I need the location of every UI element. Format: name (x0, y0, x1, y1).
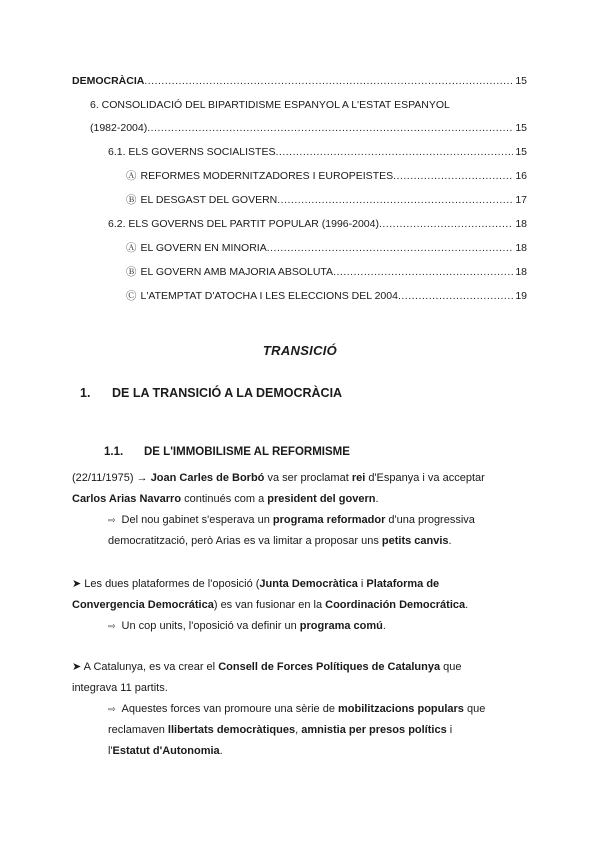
toc-entry-democracia[interactable]: DEMOCRÀCIA ..... 15 (72, 74, 527, 88)
toc-entry-sec62b[interactable]: Ⓑ EL GOVERN AMB MAJORIA ABSOLUTA ..... 18 (126, 265, 527, 279)
hollow-arrow-icon: ⇨ (108, 515, 116, 525)
bullet-3: ⇨ Aquestes forces van promoure una sèrie de mobilitzacions populars que reclamaven llibertats democràtiques, amnistia per presos polítics i l'Estatut d'Autonomia. (108, 703, 486, 757)
paragraph-2: ➤ Les dues plataformes de l'oposició (Junta Democràtica i Plataforma de Convergencia Democrática) es van fusionar en la Coordinación Democrática. (72, 578, 469, 611)
toc-entry-sec6-line2[interactable]: (1982-2004) ..... 15 (90, 121, 527, 135)
circled-c-icon: Ⓒ (126, 290, 137, 302)
bullet-2: ⇨ Un cop units, l'oposició va definir un programa comú. (108, 620, 386, 632)
paragraph-3: ➤ A Catalunya, es va crear el Consell de Forces Polítiques de Catalunya que integrava 11 partits. (72, 661, 462, 694)
toc-entry-sec61b[interactable]: Ⓑ EL DESGAST DEL GOVERN ..... 17 (126, 193, 527, 207)
paragraph-1: (22/11/1975) → Joan Carles de Borbó va ser proclamat rei d'Espanya i va acceptar Carlos Arias Navarro continués com a president del govern. (72, 472, 485, 505)
page-title: TRANSICIÓ (262, 343, 338, 358)
subsection-heading-1-1: 1.1. DE L'IMMOBILISME AL REFORMISME (104, 446, 350, 458)
toc-entry-sec61[interactable]: 6.1. ELS GOVERNS SOCIALISTES ..... 15 (108, 145, 527, 159)
circled-b-icon: Ⓑ (126, 266, 137, 278)
hollow-arrow-icon: ⇨ (108, 704, 116, 714)
circled-b-icon: Ⓑ (126, 194, 137, 206)
toc-entry-sec61a[interactable]: Ⓐ REFORMES MODERNITZADORES I EUROPEISTES ..... 16 (126, 169, 527, 183)
toc-entry-sec62c[interactable]: Ⓒ L'ATEMPTAT D'ATOCHA I LES ELECCIONS DEL 2004 ..... 19 (126, 289, 527, 303)
toc-entry-sec6-line1[interactable]: 6. CONSOLIDACIÓ DEL BIPARTIDISME ESPANYOL A L'ESTAT ESPANYOL (90, 99, 450, 111)
section-heading-1: 1. DE LA TRANSICIÓ A LA DEMOCRÀCIA (80, 386, 343, 400)
hollow-arrow-icon: ⇨ (108, 621, 116, 631)
circled-a-icon: Ⓐ (126, 242, 137, 254)
toc-entry-sec62a[interactable]: Ⓐ EL GOVERN EN MINORIA ..... 18 (126, 241, 527, 255)
circled-a-icon: Ⓐ (126, 170, 137, 182)
toc-entry-sec62[interactable]: 6.2. ELS GOVERNS DEL PARTIT POPULAR (1996-2004) ..... 18 (108, 217, 527, 231)
bullet-1: ⇨ Del nou gabinet s'esperava un programa reformador d'una progressiva democratització, però Arias es va limitar a proposar uns petits canvis. (108, 514, 475, 547)
